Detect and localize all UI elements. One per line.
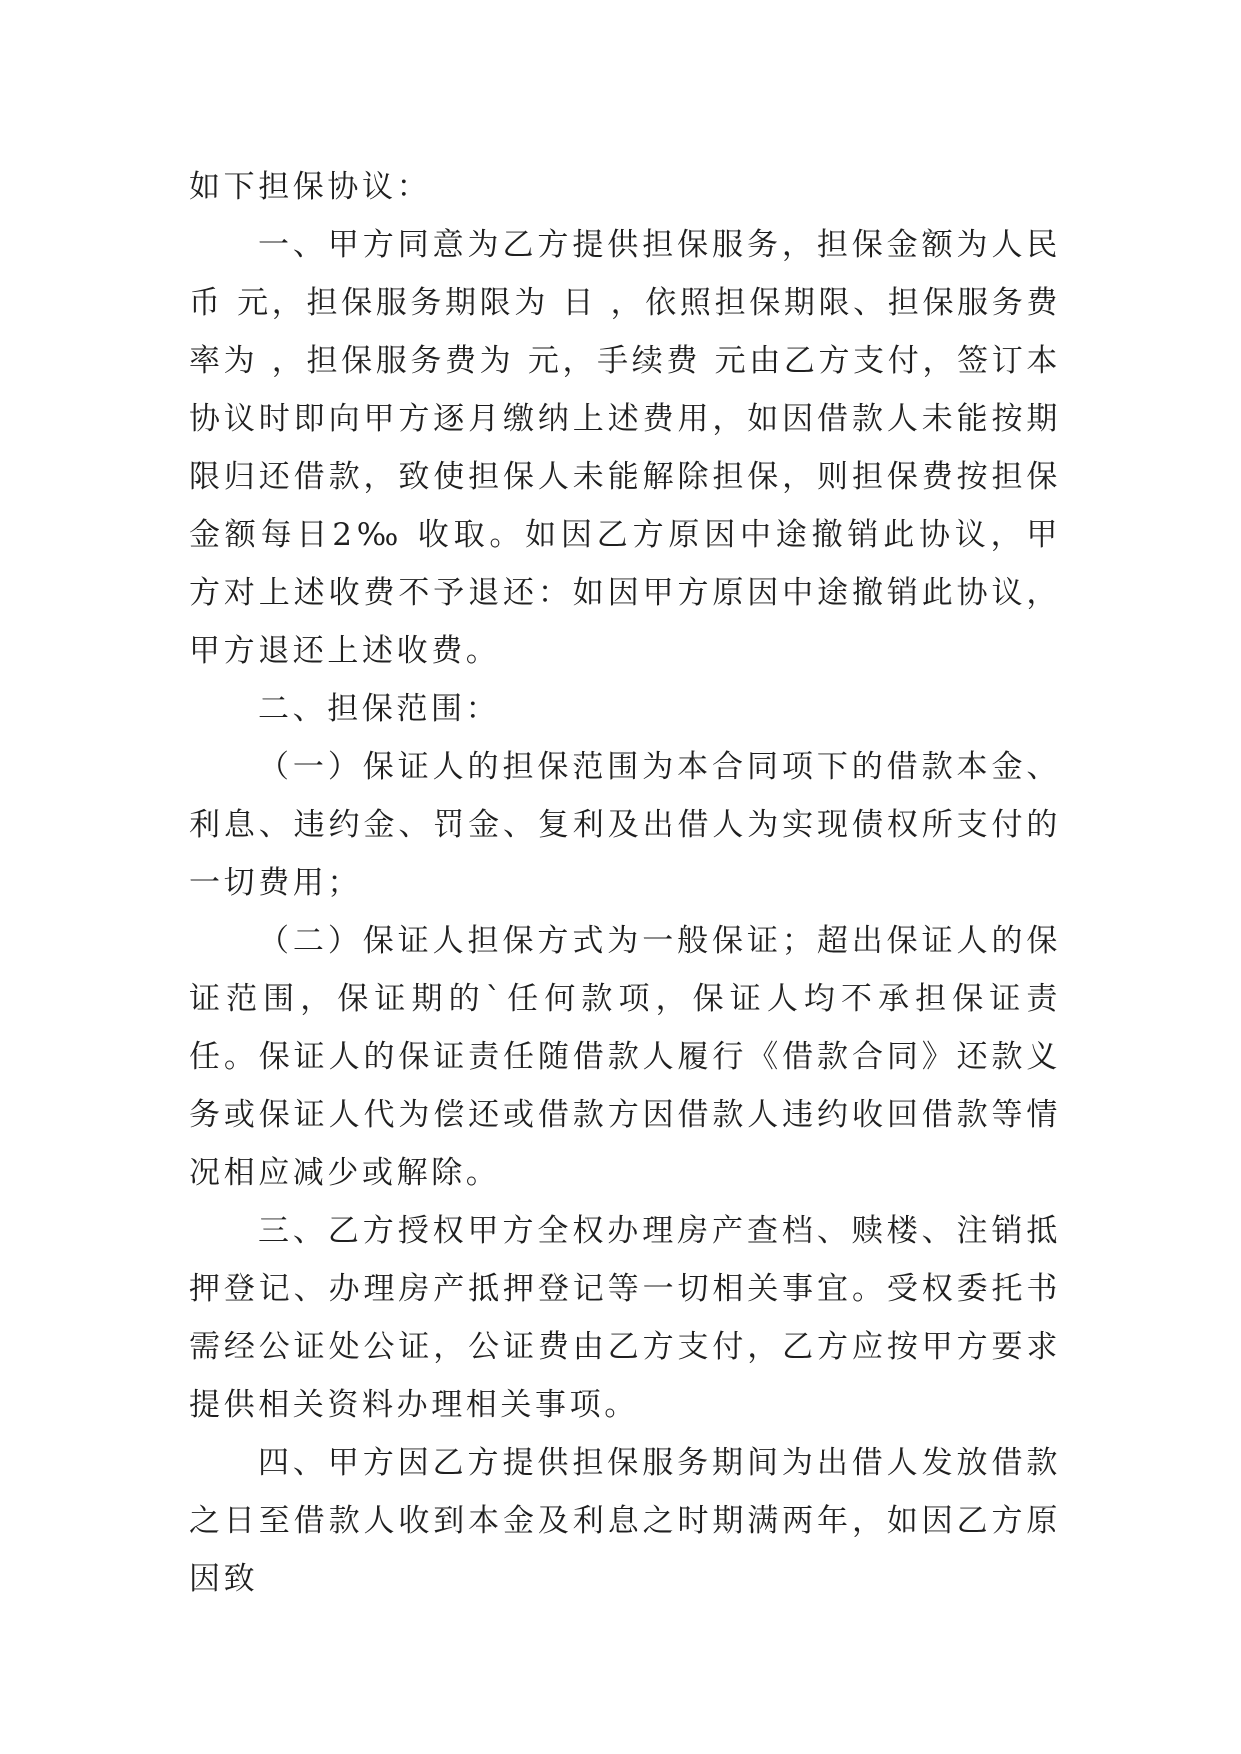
paragraph-clause-2-item-2: （二）保证人担保方式为一般保证；超出保证人的保证范围，保证期的`任何款项，保证人均不承担保证责任。保证人的保证责任随借款人履行《借款合同》还款义务或保证人代为偿还或借款方因借款人违约收回借款等情况相应减少或解除。 bbox=[189, 923, 1061, 1191]
paragraph-clause-1: 一、甲方同意为乙方提供担保服务，担保金额为人民币 元，担保服务期限为 日 ，依照担保期限、担保服务费率为 ，担保服务费为 元，手续费 元由乙方支付，签订本协议时即向甲方逐月缴纳上述费用，如因借款人未能按期限归还借款，致使担保人未能解除担保，则担保费按担保金额每日2‰ 收取。如因乙方原因中途撤销此协议，甲方对上述收费不予退还：如因甲方原因中途撤销此协议，甲方退还上述收费。 bbox=[189, 227, 1061, 669]
document-body bbox=[189, 158, 1061, 1608]
paragraph-clause-2-item-1: （一）保证人的担保范围为本合同项下的借款本金、利息、违约金、罚金、复利及出借人为实现债权所支付的一切费用； bbox=[189, 749, 1061, 901]
paragraph-clause-3: 三、乙方授权甲方全权办理房产查档、赎楼、注销抵押登记、办理房产抵押登记等一切相关事宜。受权委托书需经公证处公证，公证费由乙方支付，乙方应按甲方要求提供相关资料办理相关事项。 bbox=[189, 1213, 1061, 1423]
paragraph-intro: 如下担保协议： bbox=[189, 169, 432, 205]
paragraph-clause-2-heading: 二、担保范围： bbox=[258, 691, 501, 727]
paragraph-clause-4: 四、甲方因乙方提供担保服务期间为出借人发放借款之日至借款人收到本金及利息之时期满两年，如因乙方原因致 bbox=[189, 1445, 1061, 1597]
